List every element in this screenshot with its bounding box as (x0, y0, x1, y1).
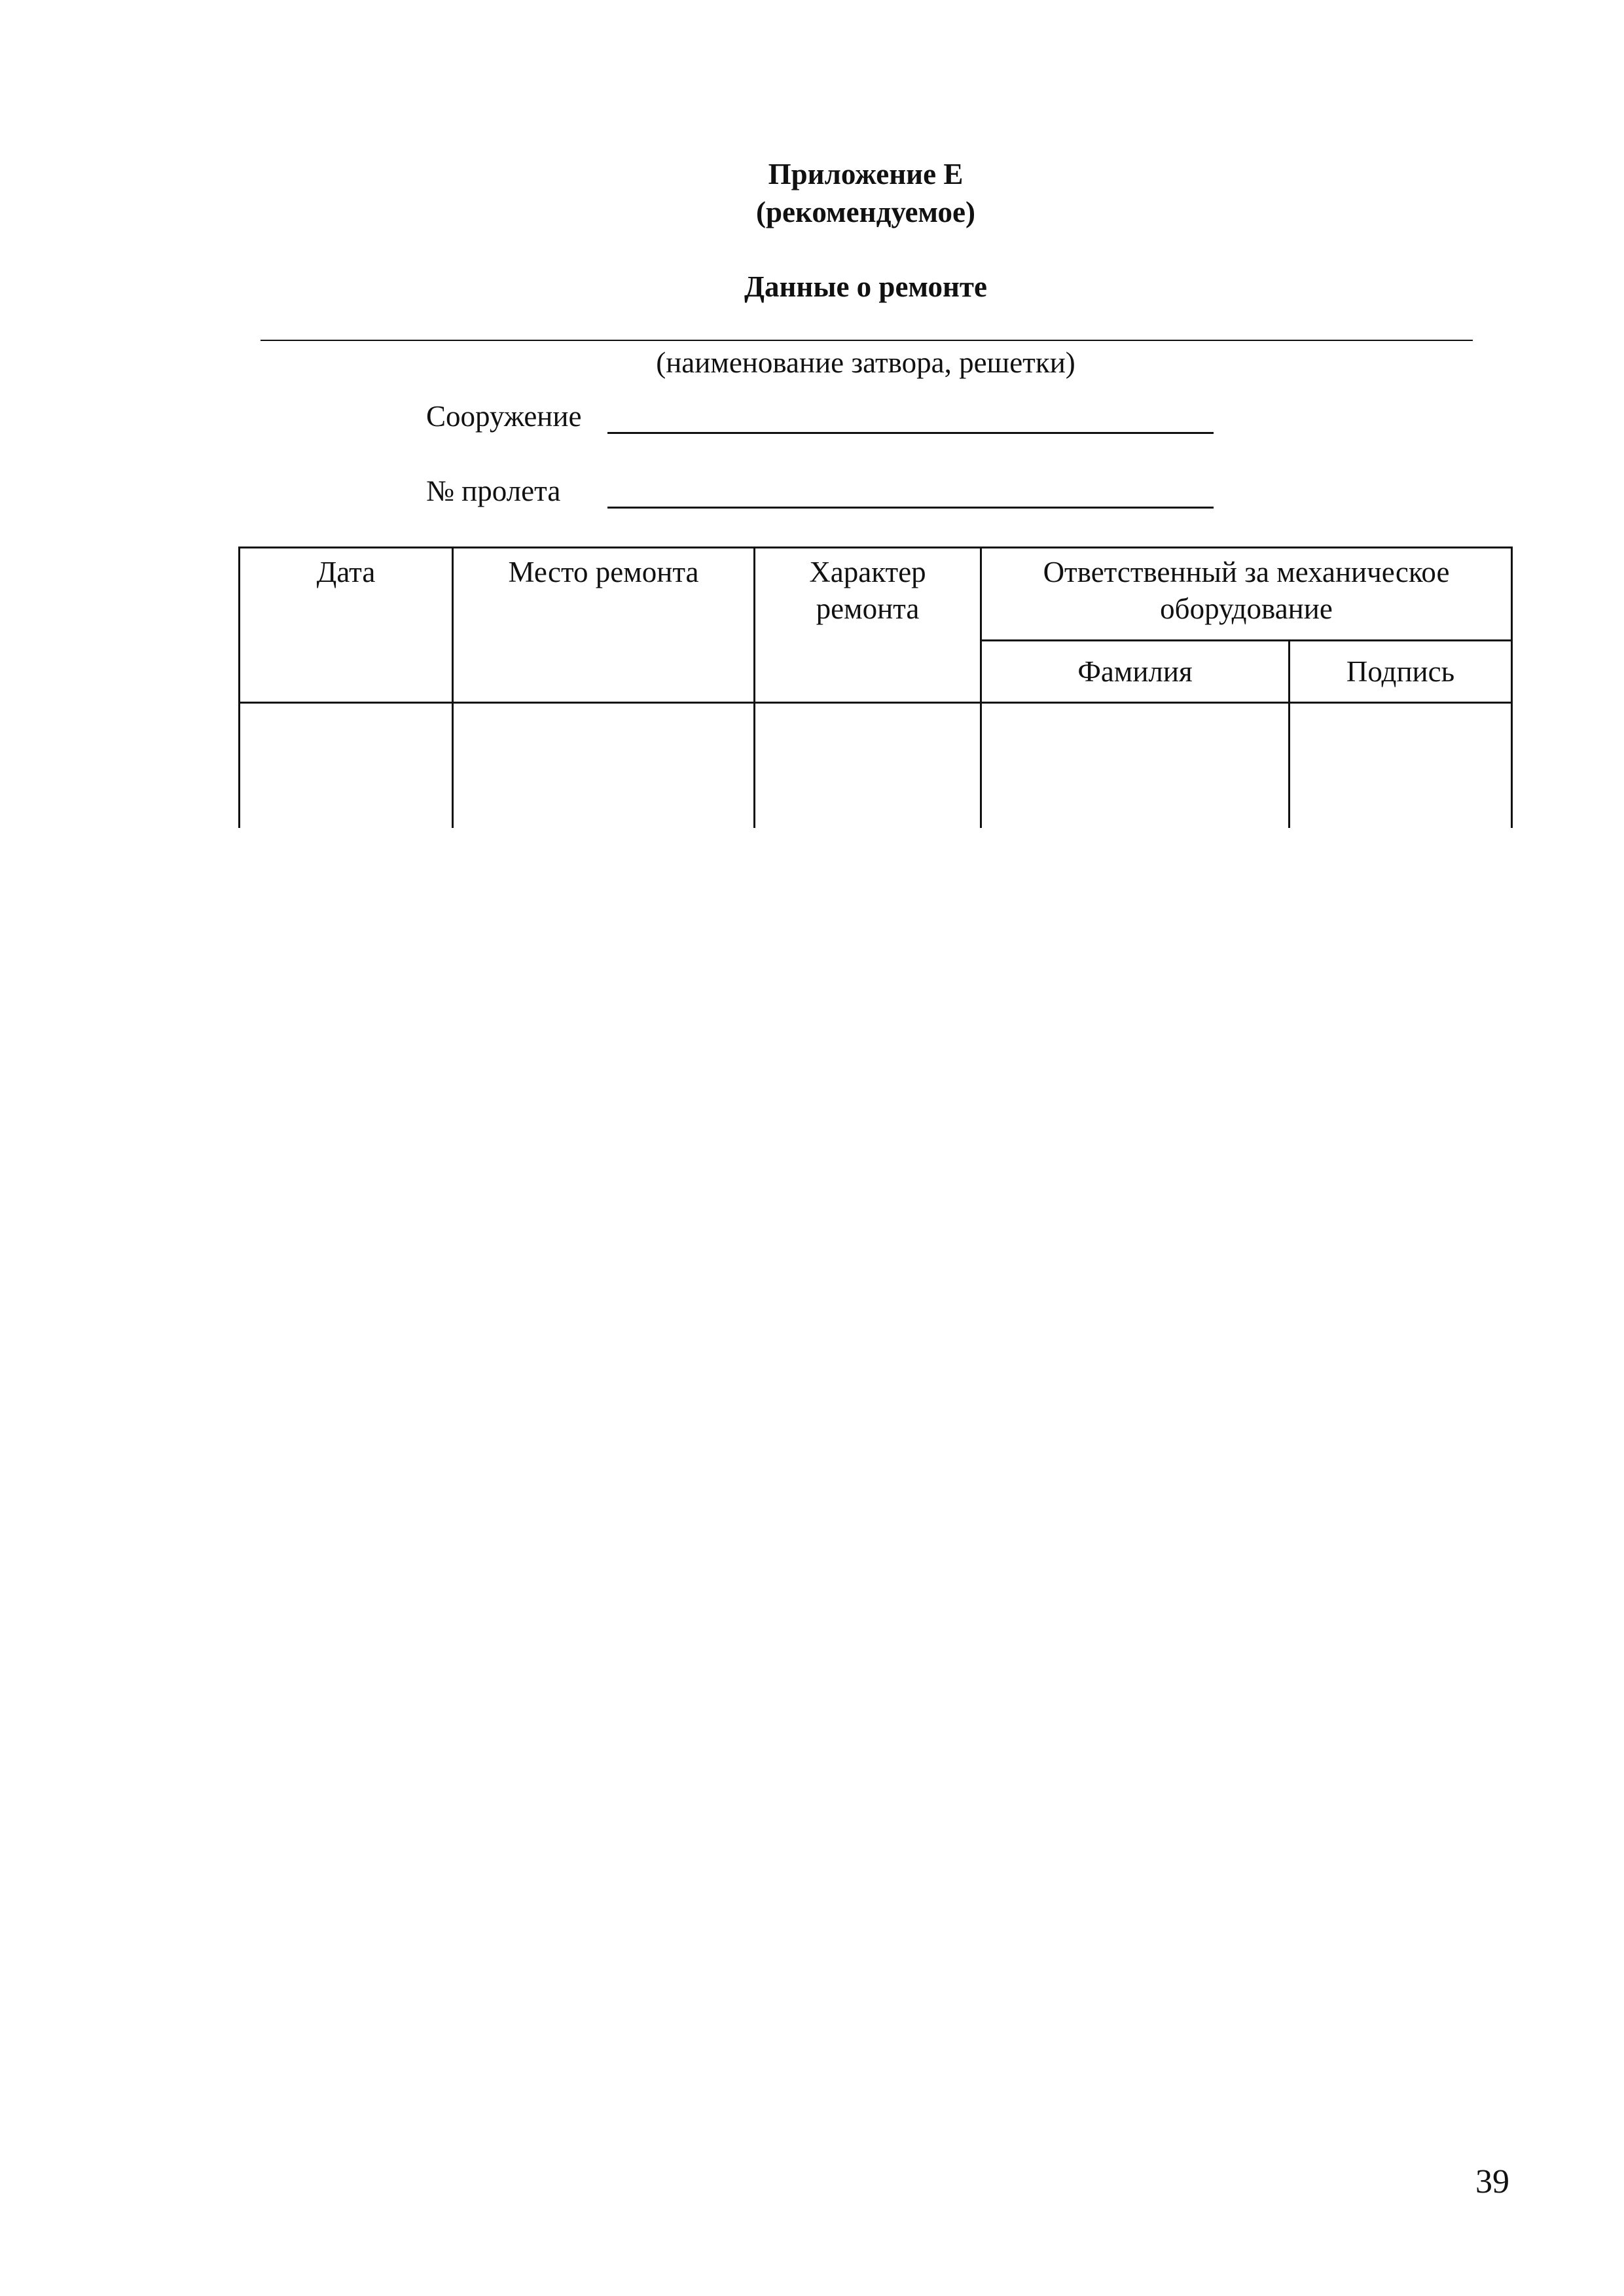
table-row (240, 703, 1512, 829)
column-header-surname: Фамилия (981, 641, 1290, 703)
table-cell-repair-nature[interactable] (755, 703, 981, 829)
appendix-title: Приложение Е (768, 158, 964, 190)
span-number-field-label: № пролета (426, 475, 561, 507)
repair-data-table (238, 547, 1513, 828)
column-header-date: Дата (240, 548, 453, 703)
name-field-caption: (наименование затвора, решетки) (656, 346, 1075, 379)
table-cell-signature[interactable] (1290, 703, 1512, 829)
span-number-input-line[interactable] (607, 507, 1214, 509)
table-cell-surname[interactable] (981, 703, 1290, 829)
table-cell-repair-place[interactable] (453, 703, 755, 829)
column-group-header-responsible: Ответственный за механическое оборудование (981, 548, 1512, 641)
column-header-repair-nature: Характер ремонта (755, 548, 981, 703)
structure-field-label: Сооружение (426, 400, 582, 433)
column-header-signature: Подпись (1290, 641, 1512, 703)
page-number: 39 (1475, 2163, 1509, 2200)
column-header-repair-place: Место ремонта (453, 548, 755, 703)
appendix-subtitle: (рекомендуемое) (756, 196, 975, 228)
table-cell-date[interactable] (240, 703, 453, 829)
structure-input-line[interactable] (607, 432, 1214, 434)
section-title: Данные о ремонте (744, 270, 987, 303)
name-input-line[interactable] (261, 340, 1473, 341)
